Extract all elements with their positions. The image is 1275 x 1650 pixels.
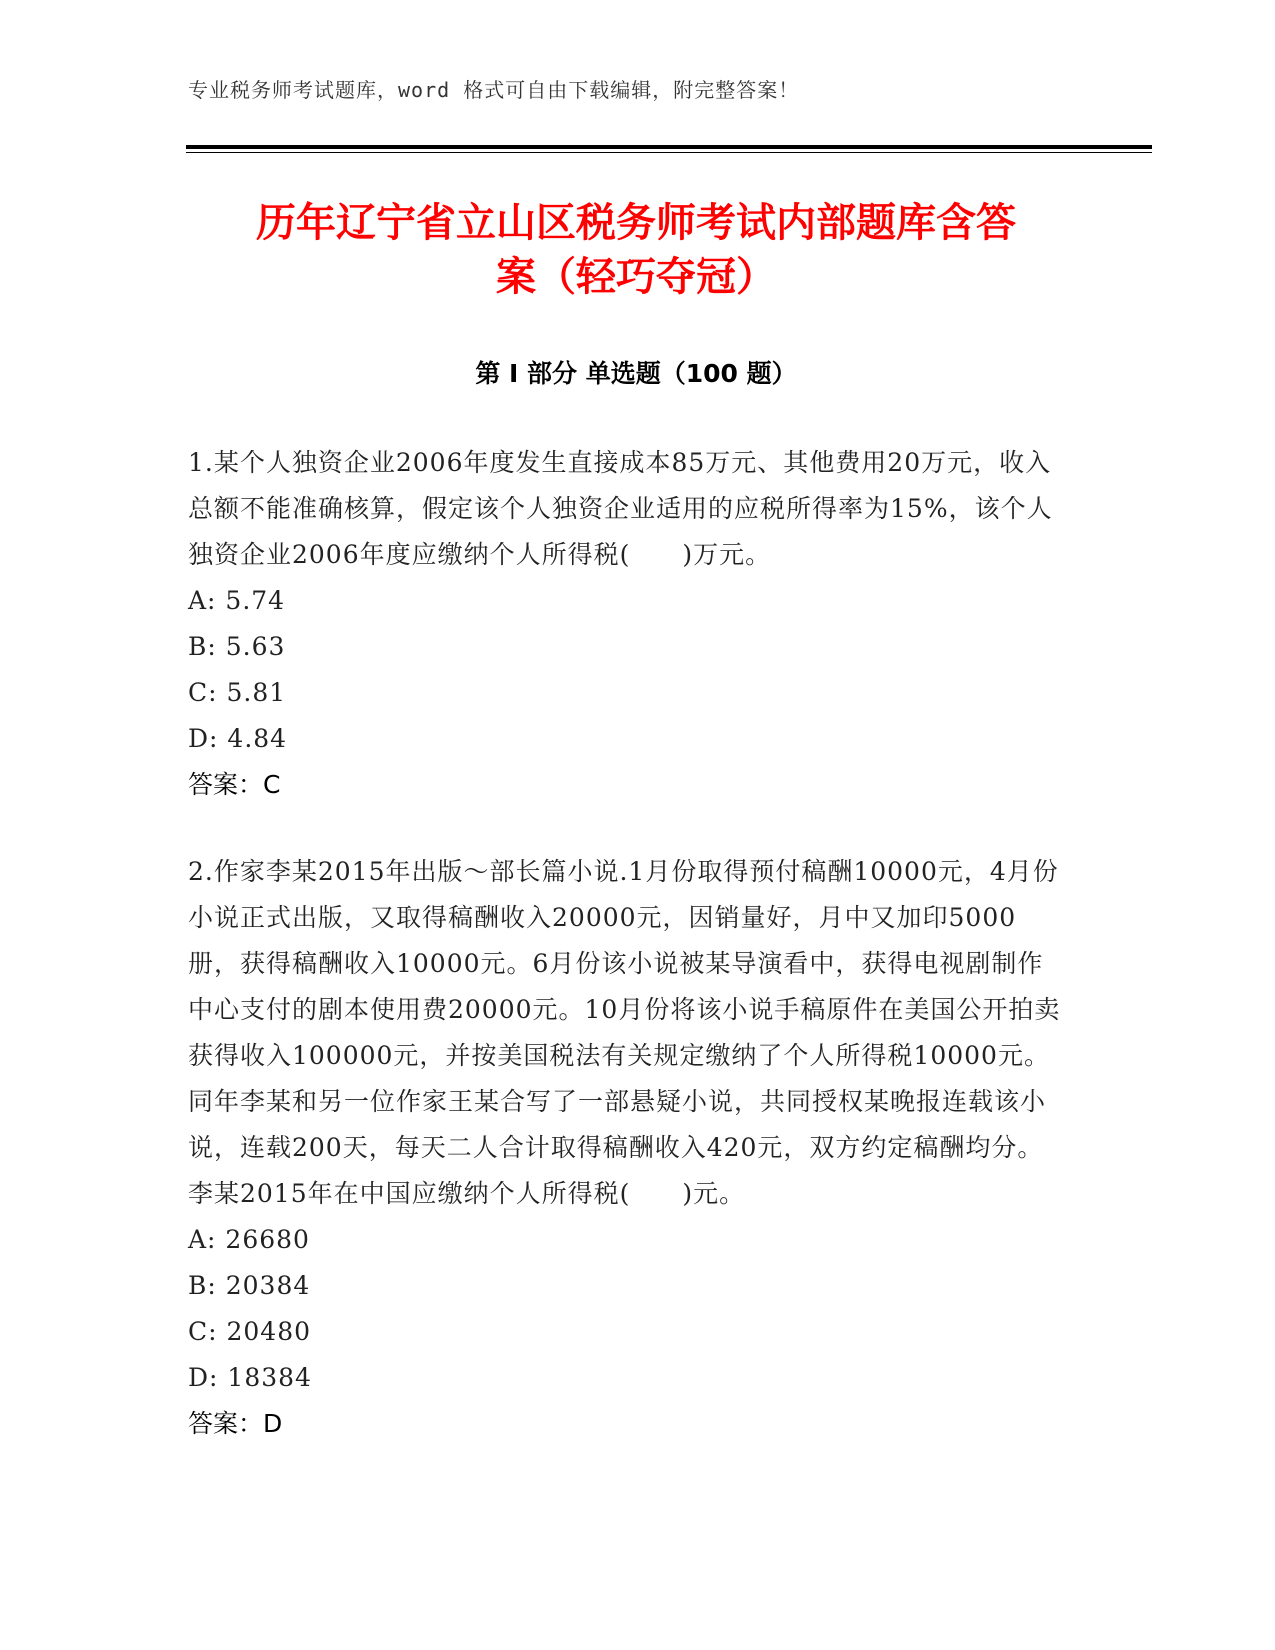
document-title-line-1: 历年辽宁省立山区税务师考试内部题库含答 [256, 200, 1016, 246]
answer: 答案：C [188, 770, 281, 799]
question-2 [188, 849, 1068, 1447]
option-c: C: 5.81 [188, 678, 287, 707]
option-d: D: 18384 [188, 1363, 312, 1392]
question-stem: 2.作家李某2015年出版～部长篇小说.1月份取得预付稿酬10000元，4月份小说正式出版，又取得稿酬收入20000元，因销量好，月中又加印5000册，获得稿酬收入10000元。6月份该小说被某导演看中，获得电视剧制作中心支付的剧本使用费20000元。10月份将该小说手稿原件在美国公开拍卖获得收入100000元，并按美国税法有关规定缴纳了个人所得税10000元。同年李某和另一位作家王某合写了一部悬疑小说，共同授权某晚报连载该小说，连载200天，每天二人合计取得稿酬收入420元，双方约定稿酬均分。李某2015年在中国应缴纳个人所得税( )元。 [188, 857, 1061, 1208]
document-title-line-2: 案（轻巧夺冠） [496, 254, 776, 300]
section-title: 第 I 部分 单选题（100 题） [475, 359, 797, 388]
question-1 [188, 440, 1068, 808]
option-b: B: 20384 [188, 1271, 311, 1300]
option-c: C: 20480 [188, 1317, 312, 1346]
option-d: D: 4.84 [188, 724, 288, 753]
header-note: 专业税务师考试题库，word 格式可自由下载编辑，附完整答案！ [188, 78, 800, 102]
option-a: A: 26680 [188, 1225, 310, 1254]
document-title [186, 196, 1086, 304]
question-stem: 1.某个人独资企业2006年度发生直接成本85万元、其他费用20万元，收入总额不能准确核算，假定该个人独资企业适用的应税所得率为15%，该个人独资企业2006年度应缴纳个人所得税( )万元。 [188, 448, 1053, 569]
header-divider-thin [186, 152, 1152, 153]
answer: 答案：D [188, 1409, 283, 1438]
option-b: B: 5.63 [188, 632, 286, 661]
header-divider-thick [186, 145, 1152, 149]
option-a: A: 5.74 [188, 586, 286, 615]
